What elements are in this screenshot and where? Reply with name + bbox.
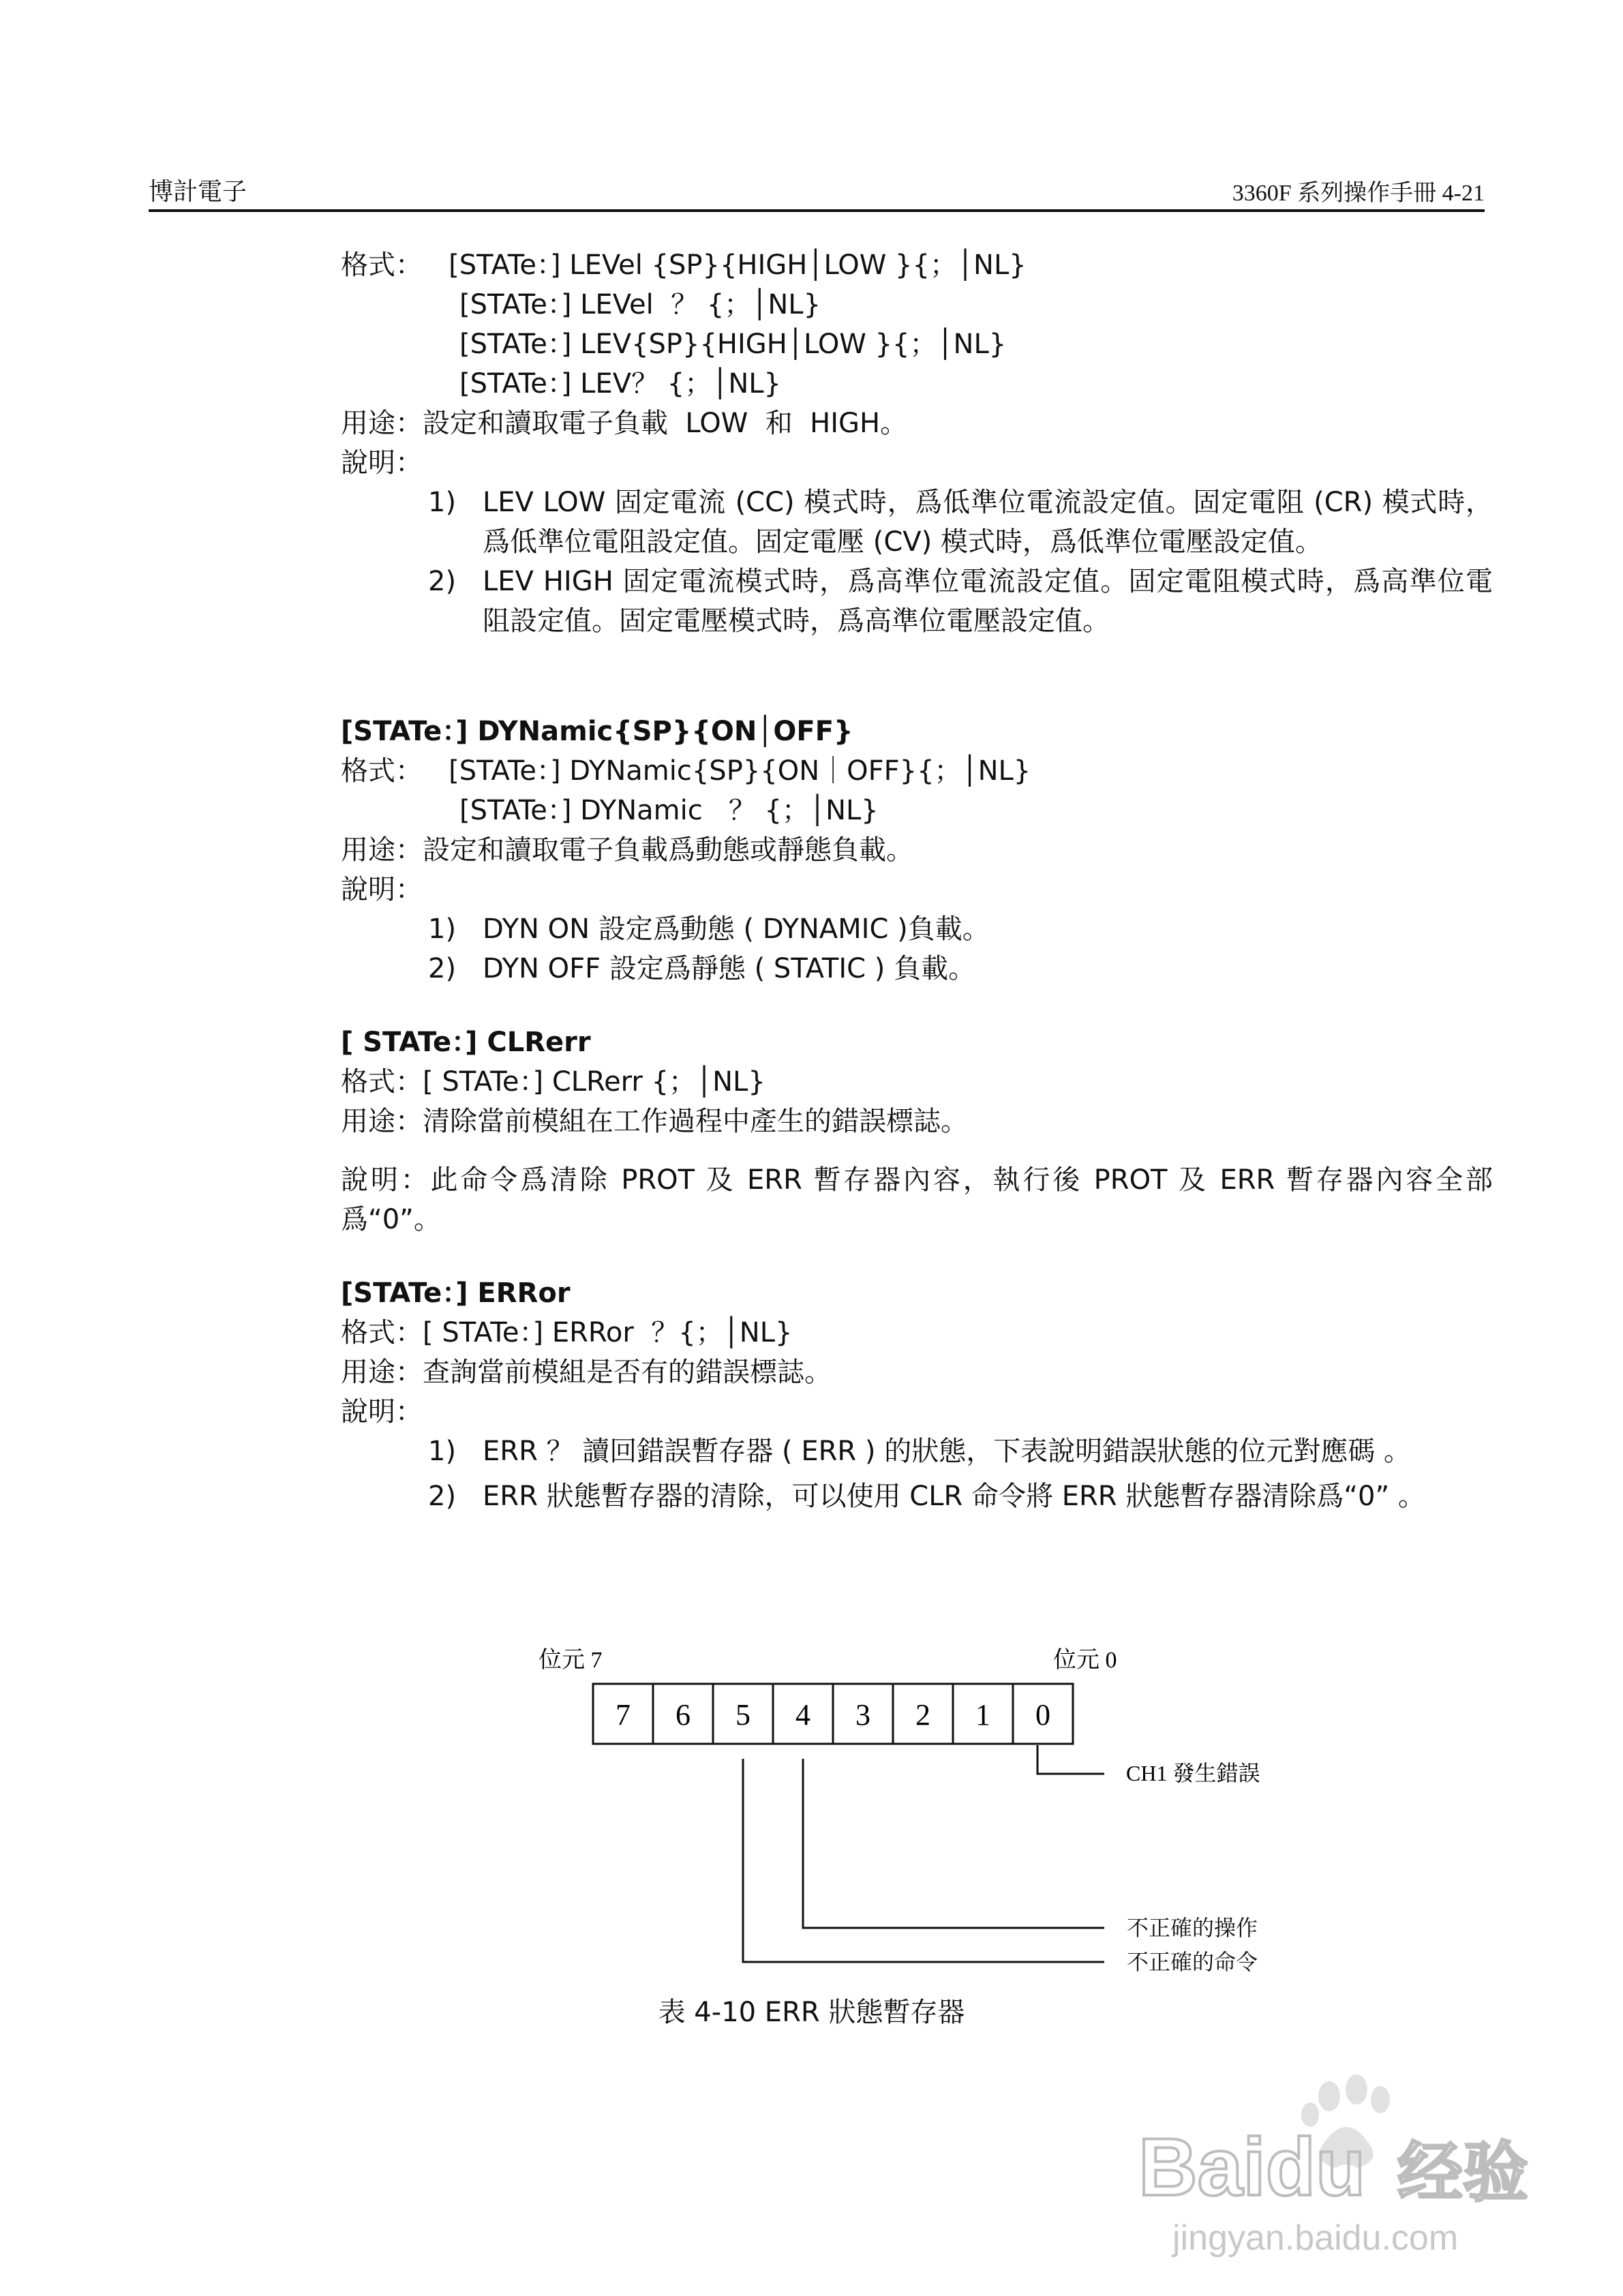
- bit-3-cell: 3: [855, 1698, 870, 1732]
- watermark-brand: Baidu: [1138, 2121, 1366, 2213]
- error-desc-label: 說明：: [341, 1396, 423, 1428]
- dynamic-title: [STATe：] DYNamic{SP}{ON│OFF}: [341, 716, 853, 747]
- level-format-1: [STATe：] LEVel {SP}{HIGH│LOW }{；│NL}: [449, 250, 1027, 281]
- bit-5-cell: 5: [735, 1698, 750, 1732]
- table-caption: 表 4-10 ERR 狀態暫存器: [658, 1997, 965, 2028]
- format-label: 格式：: [341, 755, 423, 787]
- bit0-meaning: CH1 發生錯誤: [1126, 1761, 1260, 1785]
- baidu-logo-icon: [1132, 2059, 1554, 2277]
- error-usage: 用途：查詢當前模組是否有的錯誤標誌。: [341, 1357, 832, 1388]
- error-item-1: [341, 1432, 1493, 1471]
- item-text: LEV HIGH 固定電流模式時，爲高準位電流設定值。固定電阻模式時，爲高準位電阻設定值。固定電壓模式時，爲高準位電壓設定值。: [483, 566, 1493, 637]
- bit5-meaning: 不正確的命令: [1127, 1950, 1258, 1974]
- item-text: ERR ？ 讀回錯誤暫存器 ( ERR ) 的狀態，下表說明錯誤狀態的位元對應碼 。: [483, 1436, 1411, 1467]
- bit-2-cell: 2: [915, 1698, 930, 1732]
- dynamic-item-2: [341, 949, 1493, 988]
- error-title: [STATe：] ERRor: [341, 1278, 571, 1309]
- format-label: 格式：: [341, 250, 423, 281]
- bit-1-cell: 1: [975, 1698, 990, 1732]
- page-header: [149, 172, 1485, 212]
- clrerr-title: [ STATe：] CLRerr: [341, 1027, 591, 1058]
- header-company: 博計電子: [149, 178, 247, 206]
- page-body: [341, 245, 1493, 1516]
- clrerr-format: 格式：[ STATe：] CLRerr {；│NL}: [341, 1066, 765, 1098]
- bit-6-cell: 6: [676, 1698, 691, 1732]
- item-text: LEV LOW 固定電流 (CC) 模式時，爲低準位電流設定值。固定電阻 (CR) 模式時，爲低準位電阻設定值。固定電壓 (CV) 模式時，爲低準位電壓設定值。: [483, 487, 1493, 558]
- dynamic-format-1: [STATe：] DYNamic{SP}{ON｜OFF}{；│NL}: [449, 755, 1031, 787]
- level-item-2: [341, 562, 1493, 641]
- item-number: 1): [428, 913, 457, 945]
- level-format-line: [341, 245, 1493, 285]
- level-item-1: [341, 483, 1493, 562]
- bit7-label: 位元 7: [539, 1648, 603, 1673]
- item-number: 1): [428, 487, 457, 518]
- watermark-suffix: 经验: [1397, 2134, 1528, 2211]
- dynamic-usage: 用途：設定和讀取電子負載爲動態或靜態負載。: [341, 834, 913, 866]
- header-manual-page: 3360F 系列操作手冊 4-21: [1232, 181, 1485, 206]
- dynamic-format-2: [STATe：] DYNamic ？ {；│NL}: [459, 795, 879, 826]
- bit4-meaning: 不正確的操作: [1127, 1916, 1258, 1940]
- dynamic-format-line: [341, 751, 1493, 791]
- bit-7-cell: 7: [616, 1698, 631, 1732]
- level-format-3: [STATe：] LEV{SP}{HIGH│LOW }{；│NL}: [459, 329, 1007, 360]
- baidu-jingyan-watermark: [1132, 2059, 1554, 2277]
- item-number: 2): [428, 566, 457, 597]
- clrerr-desc: 說明：此命令爲清除 PROT 及 ERR 暫存器內容，執行後 PROT 及 ERR 暫存器內容全部爲“0”。: [341, 1164, 1493, 1235]
- dynamic-desc-label: 說明：: [341, 874, 423, 905]
- item-number: 1): [428, 1436, 457, 1467]
- error-item-2: [341, 1477, 1493, 1516]
- level-desc-label: 說明：: [341, 447, 423, 479]
- level-format-4: [STATe：] LEV？ {；│NL}: [459, 368, 781, 399]
- level-format-2: [STATe：] LEVel ？ {；│NL}: [459, 289, 821, 320]
- bit-cells: [616, 1684, 1050, 1744]
- watermark-url: jingyan.baidu.com: [1172, 2218, 1459, 2258]
- bit-4-cell: 4: [795, 1698, 810, 1732]
- item-number: 2): [428, 1481, 457, 1512]
- bit0-label: 位元 0: [1053, 1648, 1117, 1673]
- error-format: 格式：[ STATe：] ERRor ？{；│NL}: [341, 1317, 793, 1348]
- dynamic-item-1: [341, 909, 1493, 949]
- clrerr-usage: 用途：清除當前模組在工作過程中產生的錯誤標誌。: [341, 1106, 968, 1137]
- bit-0-cell: 0: [1035, 1698, 1050, 1732]
- item-text: ERR 狀態暫存器的清除，可以使用 CLR 命令將 ERR 狀態暫存器清除爲“0” 。: [483, 1481, 1425, 1512]
- level-usage: 用途：設定和讀取電子負載 LOW 和 HIGH。: [341, 408, 908, 439]
- item-number: 2): [428, 953, 457, 984]
- item-text: DYN OFF 設定爲靜態 ( STATIC ) 負載。: [483, 953, 976, 984]
- bit5-connector: [743, 1759, 1104, 1962]
- item-text: DYN ON 設定爲動態 ( DYNAMIC )負載。: [483, 913, 990, 945]
- bit0-connector: [1037, 1745, 1104, 1774]
- bit4-connector: [803, 1759, 1104, 1928]
- err-register-diagram: [532, 1648, 1260, 2004]
